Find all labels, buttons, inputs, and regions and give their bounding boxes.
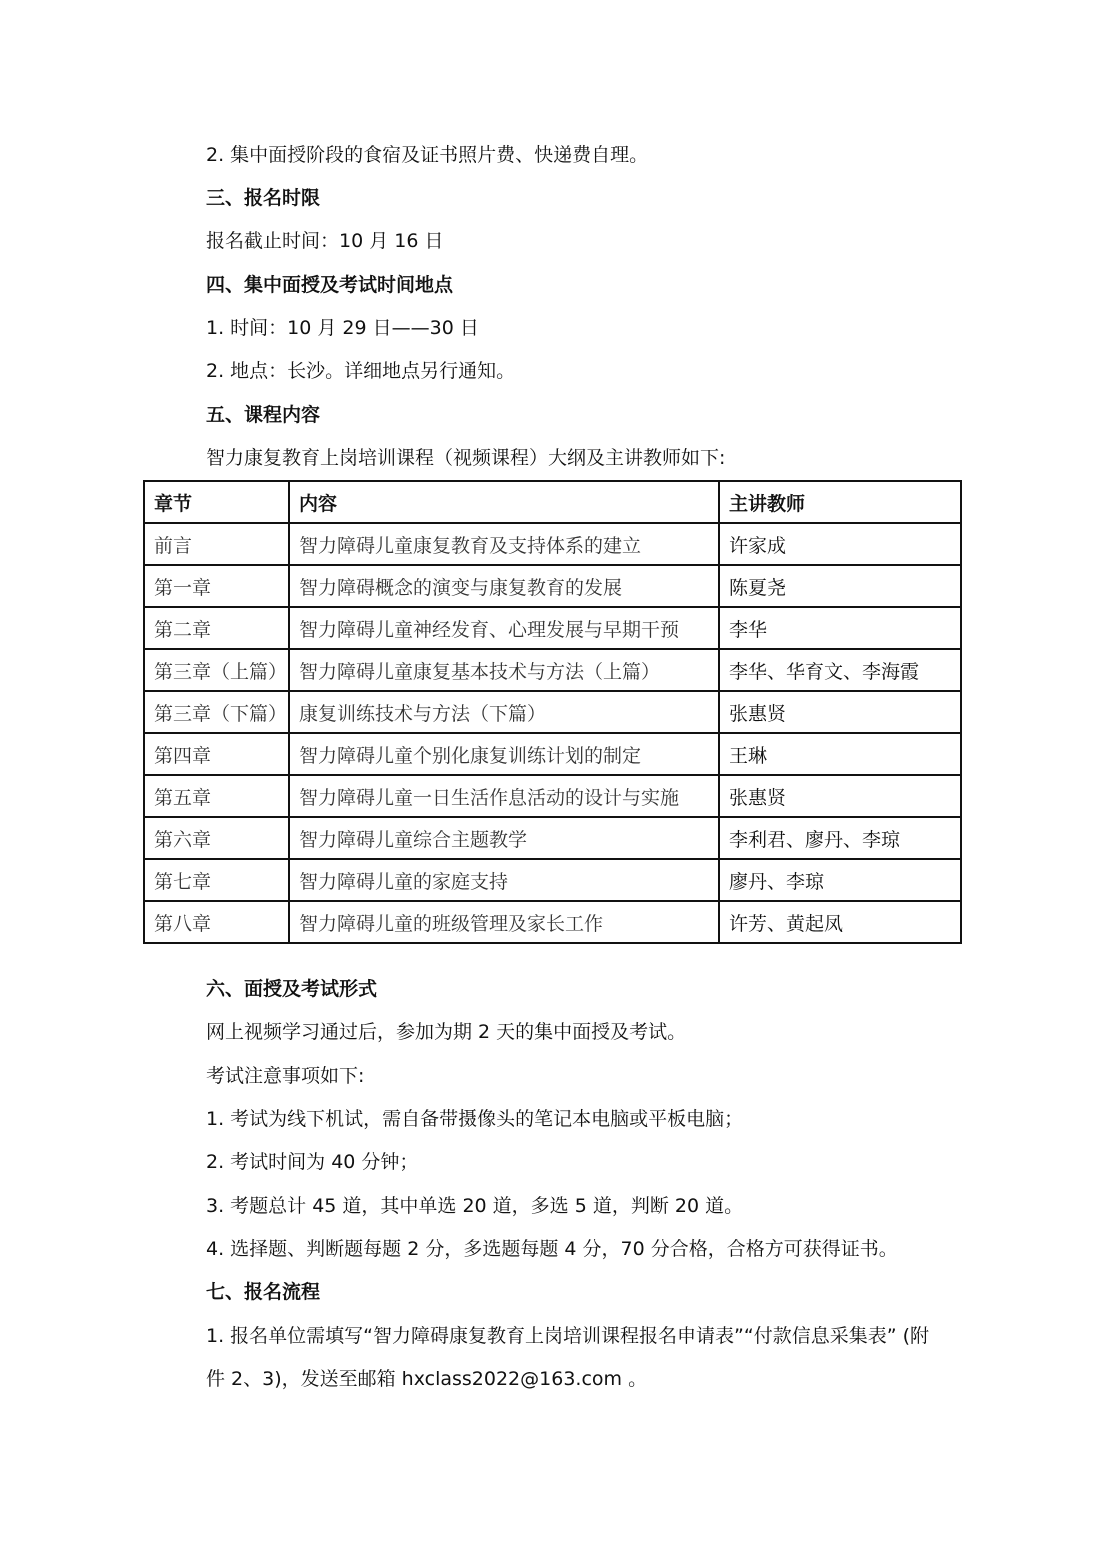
table-row (144, 817, 961, 859)
table-row (144, 901, 961, 943)
registration-step1-line1: 1. 报名单位需填写“智力障碍康复教育上岗培训课程报名申请表”“付款信息采集表” (附 (206, 1325, 929, 1347)
chapter-cell: 第五章 (144, 775, 289, 817)
section-heading-exam: 六、面授及考试形式 (206, 978, 378, 1000)
chapter-cell: 第八章 (144, 901, 289, 943)
teacher-cell: 许家成 (719, 523, 961, 565)
table-row (144, 859, 961, 901)
chapter-cell: 第四章 (144, 733, 289, 775)
content-cell: 智力障碍儿童综合主题教学 (289, 817, 719, 859)
content-cell: 智力障碍儿童神经发育、心理发展与早期干预 (289, 607, 719, 649)
chapter-cell: 第三章（上篇） (144, 649, 289, 691)
table-row (144, 523, 961, 565)
content-cell: 智力障碍儿童康复教育及支持体系的建立 (289, 523, 719, 565)
header-teacher: 主讲教师 (719, 481, 961, 523)
schedule-place: 2. 地点：长沙。详细地点另行通知。 (206, 360, 516, 382)
section-heading-registration: 七、报名流程 (206, 1281, 321, 1303)
exam-intro: 网上视频学习通过后，参加为期 2 天的集中面授及考试。 (206, 1021, 687, 1043)
teacher-cell: 李利君、廖丹、李琼 (719, 817, 961, 859)
deadline-text: 报名截止时间：10 月 16 日 (206, 230, 444, 252)
section-heading-deadline: 三、报名时限 (206, 187, 321, 209)
chapter-cell: 第三章（下篇） (144, 691, 289, 733)
teacher-cell: 王琳 (719, 733, 961, 775)
table-row (144, 775, 961, 817)
teacher-cell: 许芳、黄起凤 (719, 901, 961, 943)
table-header-row (144, 481, 961, 523)
exam-note: 4. 选择题、判断题每题 2 分，多选题每题 4 分，70 分合格，合格方可获得证书。 (206, 1238, 898, 1260)
content-cell: 智力障碍儿童康复基本技术与方法（上篇） (289, 649, 719, 691)
content-cell: 智力障碍概念的演变与康复教育的发展 (289, 565, 719, 607)
table-row (144, 691, 961, 733)
chapter-cell: 第一章 (144, 565, 289, 607)
course-intro: 智力康复教育上岗培训课程（视频课程）大纲及主讲教师如下: (206, 447, 726, 469)
table-row (144, 565, 961, 607)
section-heading-schedule: 四、集中面授及考试时间地点 (206, 274, 454, 296)
teacher-cell: 张惠贤 (719, 775, 961, 817)
teacher-cell: 廖丹、李琼 (719, 859, 961, 901)
fee-item-2: 2. 集中面授阶段的食宿及证书照片费、快递费自理。 (206, 144, 649, 166)
content-cell: 康复训练技术与方法（下篇） (289, 691, 719, 733)
chapter-cell: 第六章 (144, 817, 289, 859)
content-cell: 智力障碍儿童的家庭支持 (289, 859, 719, 901)
exam-notes-title: 考试注意事项如下: (206, 1065, 365, 1087)
table-row (144, 649, 961, 691)
header-content: 内容 (289, 481, 719, 523)
course-syllabus-table (143, 480, 962, 944)
content-cell: 智力障碍儿童一日生活作息活动的设计与实施 (289, 775, 719, 817)
teacher-cell: 李华、华育文、李海霞 (719, 649, 961, 691)
section-heading-course: 五、课程内容 (206, 404, 321, 426)
chapter-cell: 第七章 (144, 859, 289, 901)
chapter-cell: 前言 (144, 523, 289, 565)
exam-note: 1. 考试为线下机试，需自备带摄像头的笔记本电脑或平板电脑； (206, 1108, 744, 1130)
schedule-time: 1. 时间：10 月 29 日——30 日 (206, 317, 479, 339)
exam-note: 2. 考试时间为 40 分钟； (206, 1151, 419, 1173)
content-cell: 智力障碍儿童个别化康复训练计划的制定 (289, 733, 719, 775)
exam-note: 3. 考题总计 45 道，其中单选 20 道，多选 5 道，判断 20 道。 (206, 1195, 744, 1217)
table-row (144, 733, 961, 775)
content-cell: 智力障碍儿童的班级管理及家长工作 (289, 901, 719, 943)
teacher-cell: 张惠贤 (719, 691, 961, 733)
registration-step1-line2: 件 2、3)，发送至邮箱 hxclass2022@163.com 。 (206, 1368, 648, 1390)
teacher-cell: 李华 (719, 607, 961, 649)
teacher-cell: 陈夏尧 (719, 565, 961, 607)
header-chapter: 章节 (144, 481, 289, 523)
table-row (144, 607, 961, 649)
chapter-cell: 第二章 (144, 607, 289, 649)
